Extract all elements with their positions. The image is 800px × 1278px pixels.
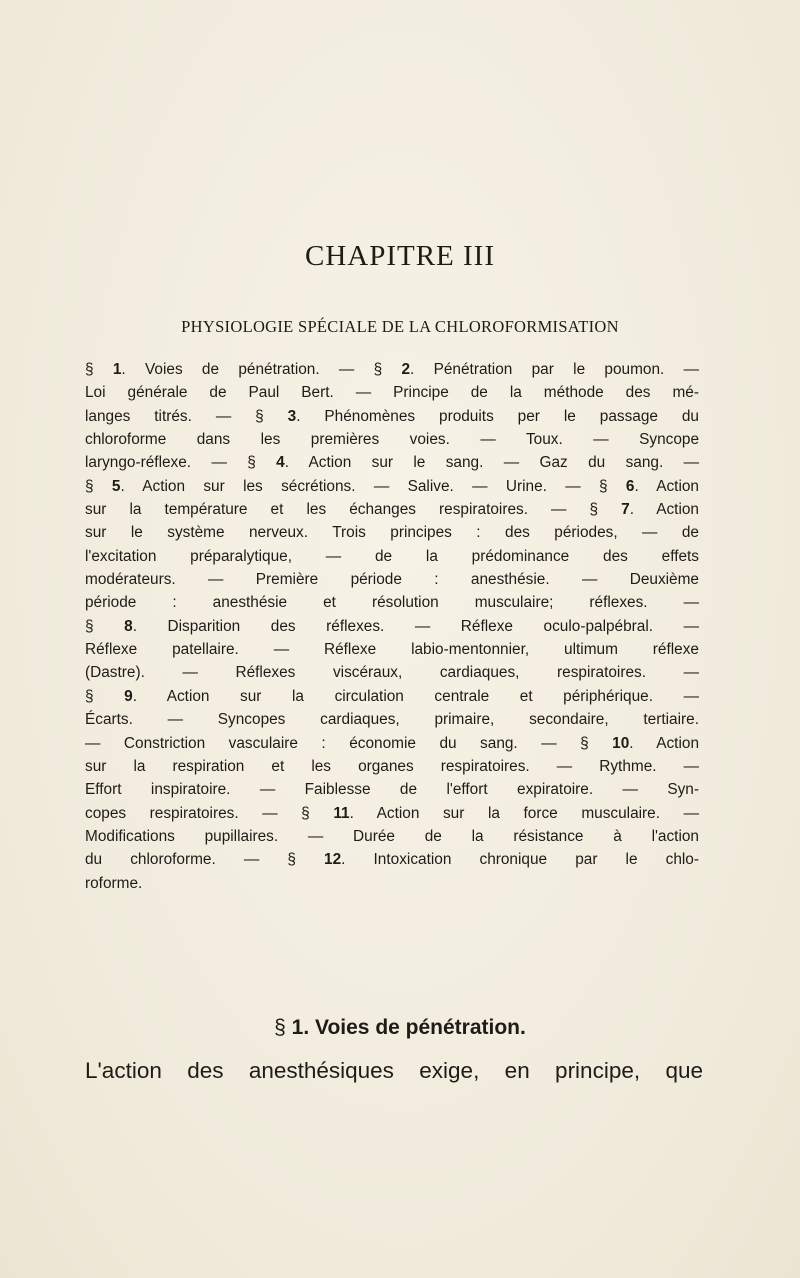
summary-line: roforme.: [85, 874, 143, 892]
summary-line: — Constriction vasculaire : économie du sang. — § 10. Action: [85, 734, 699, 752]
summary-line: modérateurs. — Première période : anesthésie. — Deuxième: [85, 571, 699, 589]
summary-line: Modifications pupillaires. — Durée de la résistance à l'action: [85, 827, 699, 845]
summary-line: Écarts. — Syncopes cardiaques, primaire, secondaire, tertiaire.: [85, 711, 699, 729]
chapter-title: CHAPITRE III: [304, 240, 495, 272]
body-paragraph: L'action des anesthésiques exige, en principe, que: [85, 1058, 703, 1083]
summary-line: (Dastre). — Réflexes viscéraux, cardiaques, respiratoires. —: [85, 664, 699, 682]
summary-line: laryngo-réflexe. — § 4. Action sur le sang. — Gaz du sang. —: [85, 454, 699, 472]
summary-line: § 9. Action sur la circulation centrale et périphérique. —: [85, 687, 699, 705]
summary-line: Réflexe patellaire. — Réflexe labio-mentonnier, ultimum réflexe: [85, 641, 699, 659]
summary-line: sur la température et les échanges respiratoires. — § 7. Action: [85, 501, 699, 519]
summary-line: l'excitation préparalytique, — de la prédominance des effets: [85, 547, 699, 565]
summary-line: période : anesthésie et résolution musculaire; réflexes. —: [85, 594, 699, 612]
summary-line: sur la respiration et les organes respiratoires. — Rythme. —: [85, 757, 699, 775]
summary-line: § 5. Action sur les sécrétions. — Salive. — Urine. — § 6. Action: [85, 477, 699, 495]
summary-line: chloroforme dans les premières voies. — Toux. — Syncope: [85, 431, 699, 449]
section-heading: § 1. Voies de pénétration.: [274, 1016, 526, 1039]
summary-line: Effort inspiratoire. — Faiblesse de l'effort expiratoire. — Syn-: [85, 781, 699, 799]
summary-line: sur le système nerveux. Trois principes : des périodes, — de: [85, 524, 699, 542]
summary-line: Loi générale de Paul Bert. — Principe de la méthode des mé-: [85, 384, 699, 402]
summary-line: § 8. Disparition des réflexes. — Réflexe oculo-palpébral. —: [85, 617, 699, 635]
chapter-subtitle: PHYSIOLOGIE SPÉCIALE DE LA CHLOROFORMISATION: [181, 317, 619, 336]
summary-line: du chloroforme. — § 12. Intoxication chronique par le chlo-: [85, 851, 699, 869]
summary-line: copes respiratoires. — § 11. Action sur la force musculaire. —: [85, 804, 699, 822]
summary-line: langes titrés. — § 3. Phénomènes produits per le passage du: [85, 407, 699, 425]
summary-line: § 1. Voies de pénétration. — § 2. Pénétration par le poumon. —: [85, 361, 699, 378]
chapter-summary: [85, 358, 699, 895]
